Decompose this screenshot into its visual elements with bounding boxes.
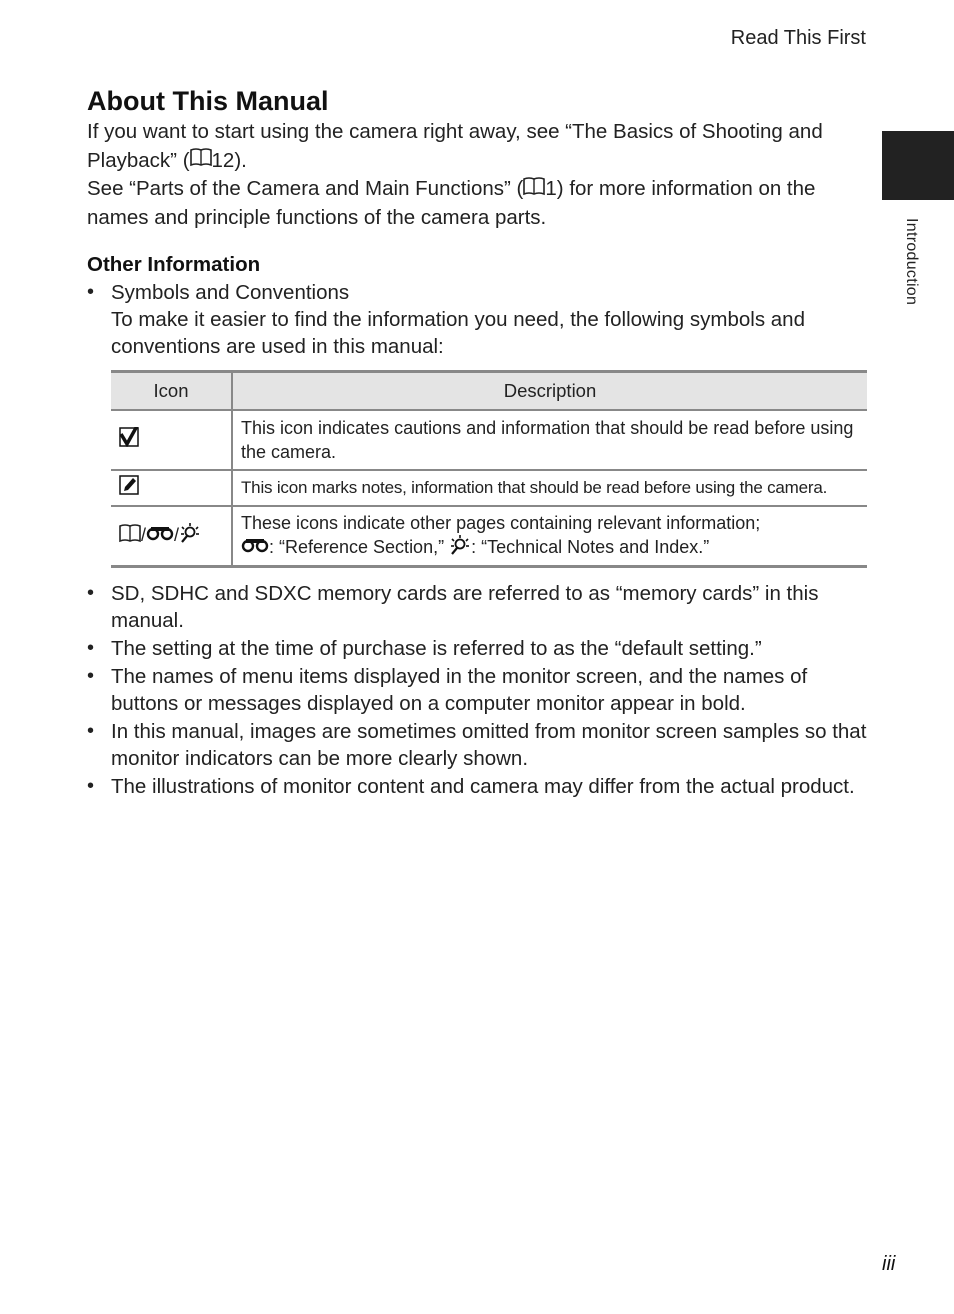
icon-conventions-table xyxy=(111,370,867,568)
technical-notes-icon xyxy=(449,535,471,561)
section-header-title: Read This First xyxy=(730,27,866,49)
main-content xyxy=(87,84,869,801)
checkmark-box-icon xyxy=(119,427,139,453)
book-icon xyxy=(523,176,545,205)
list-item: • In this manual, images are sometimes omitted from monitor screen samples so that monitor indicators can be more clearly shown. xyxy=(87,718,869,772)
list-item: • The setting at the time of purchase is referred to as the “default setting.” xyxy=(87,635,869,662)
row-description: This icon indicates cautions and information that should be read before using the camera. xyxy=(232,410,867,470)
page-title: About This Manual xyxy=(87,86,329,116)
table-row xyxy=(111,506,867,567)
column-header-description: Description xyxy=(232,371,867,410)
row-description: This icon marks notes, information that should be read before using the camera. xyxy=(232,470,867,506)
intro-paragraph-2: See “Parts of the Camera and Main Functions” ( 1) for more information on the names and principle functions of the camera parts. xyxy=(87,177,816,230)
row-description: These icons indicate other pages containing relevant information; : “Reference Section,” : “Technical Notes and Index.” xyxy=(232,506,867,567)
list-item: • The illustrations of monitor content and camera may differ from the actual product. xyxy=(87,773,869,800)
list-item: • SD, SDHC and SDXC memory cards are referred to as “memory cards” in this manual. xyxy=(87,580,869,634)
other-information-heading: Other Information xyxy=(87,252,261,276)
list-item: • The names of menu items displayed in the monitor screen, and the names of buttons or messages displayed on a computer monitor appear in bold. xyxy=(87,663,869,717)
intro-paragraph-1: If you want to start using the camera right away, see “The Basics of Shooting and Playback” ( 12). xyxy=(87,118,869,175)
technical-notes-icon xyxy=(179,523,201,549)
list-item: • Symbols and Conventions To make it easier to find the information you need, the following symbols and conventions are used in this manual: xyxy=(87,279,869,360)
icon-separator: / xyxy=(141,524,147,545)
book-icon xyxy=(119,523,141,549)
conventions-list xyxy=(87,580,869,800)
reference-section-icon xyxy=(241,536,269,560)
book-icon xyxy=(190,147,212,176)
section-tab-marker xyxy=(882,131,954,200)
page-number: iii xyxy=(882,1253,896,1275)
reference-section-icon xyxy=(146,524,174,548)
pencil-box-icon xyxy=(119,475,139,501)
table-row xyxy=(111,470,867,506)
column-header-icon: Icon xyxy=(111,371,232,410)
table-header-row xyxy=(111,371,867,410)
section-tab-label: Introduction xyxy=(903,218,920,306)
icon-separator: / xyxy=(174,524,180,545)
symbols-list xyxy=(87,279,869,360)
table-row xyxy=(111,410,867,470)
